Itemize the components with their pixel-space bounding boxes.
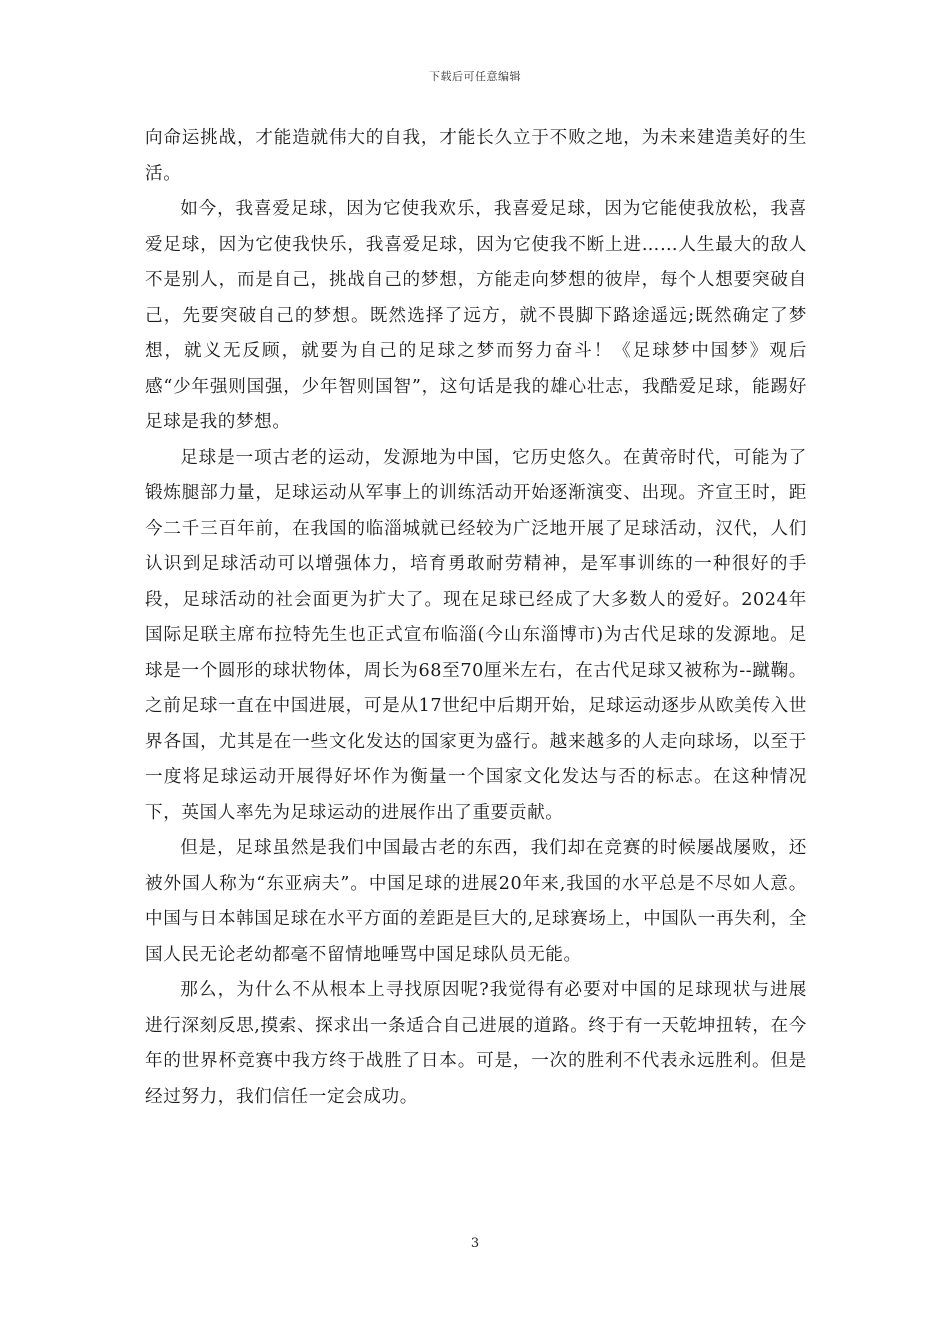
- page-header: 下载后可任意编辑: [429, 70, 521, 83]
- paragraph: 但是，足球虽然是我们中国最古老的东西，我们却在竞赛的时候屡战屡败，还被外国人称为“东亚病夫”。中国足球的进展20年来,我国的水平总是不尽如人意。中国与日本韩国足球在水平方面的差距是巨大的,足球赛场上，中国队一再失利，全国人民无论老幼都毫不留情地唾骂中国足球队员无能。: [145, 838, 807, 965]
- document-body: [145, 121, 807, 1115]
- paragraph: 足球是一项古老的运动，发源地为中国，它历史悠久。在黄帝时代，可能为了锻炼腿部力量，足球运动从军事上的训练活动开始逐渐演变、出现。齐宣王时，距今二千三百年前，在我国的临淄城就已经较为广泛地开展了足球活动，汉代，人们认识到足球活动可以增强体力，培育勇敢耐劳精神，是军事训练的一种很好的手段，足球活动的社会面更为扩大了。现在足球已经成了大多数人的爱好。2024年国际足联主席布拉特先生也正式宣布临淄(今山东淄博市)为古代足球的发源地。足球是一个圆形的球状物体，周长为68至70厘米左右，在古代足球又被称为--蹴鞠。之前足球一直在中国进展，可是从17世纪中后期开始，足球运动逐步从欧美传入世界各国，尤其是在一些文化发达的国家更为盛行。越来越多的人走向球场，以至于一度将足球运动开展得好坏作为衡量一个国家文化发达与否的标志。在这种情况下，英国人率先为足球运动的进展作出了重要贡献。: [145, 447, 807, 823]
- paragraph: 如今，我喜爱足球，因为它使我欢乐，我喜爱足球，因为它能使我放松，我喜爱足球，因为它使我快乐，我喜爱足球，因为它使我不断上进……人生最大的敌人不是别人，而是自己，挑战自己的梦想，方能走向梦想的彼岸，每个人想要突破自己，先要突破自己的梦想。既然选择了远方，就不畏脚下路途遥远;既然确定了梦想，就义无反顾，就要为自己的足球之梦而努力奋斗！《足球梦中国梦》观后感“少年强则国强，少年智则国智”，这句话是我的雄心壮志，我酷爱足球，能踢好足球是我的梦想。: [145, 199, 807, 432]
- page-number: 3: [470, 1236, 480, 1251]
- paragraph-continuation: 向命运挑战，才能造就伟大的自我，才能长久立于不败之地，为未来建造美好的生活。: [145, 128, 807, 184]
- paragraph: 那么，为什么不从根本上寻找原因呢?我觉得有必要对中国的足球现状与进展进行深刻反思,摸索、探求出一条适合自己进展的道路。终于有一天乾坤扭转，在今年的世界杯竞赛中我方终于战胜了日本。可是，一次的胜利不代表永远胜利。但是经过努力，我们信任一定会成功。: [145, 980, 807, 1107]
